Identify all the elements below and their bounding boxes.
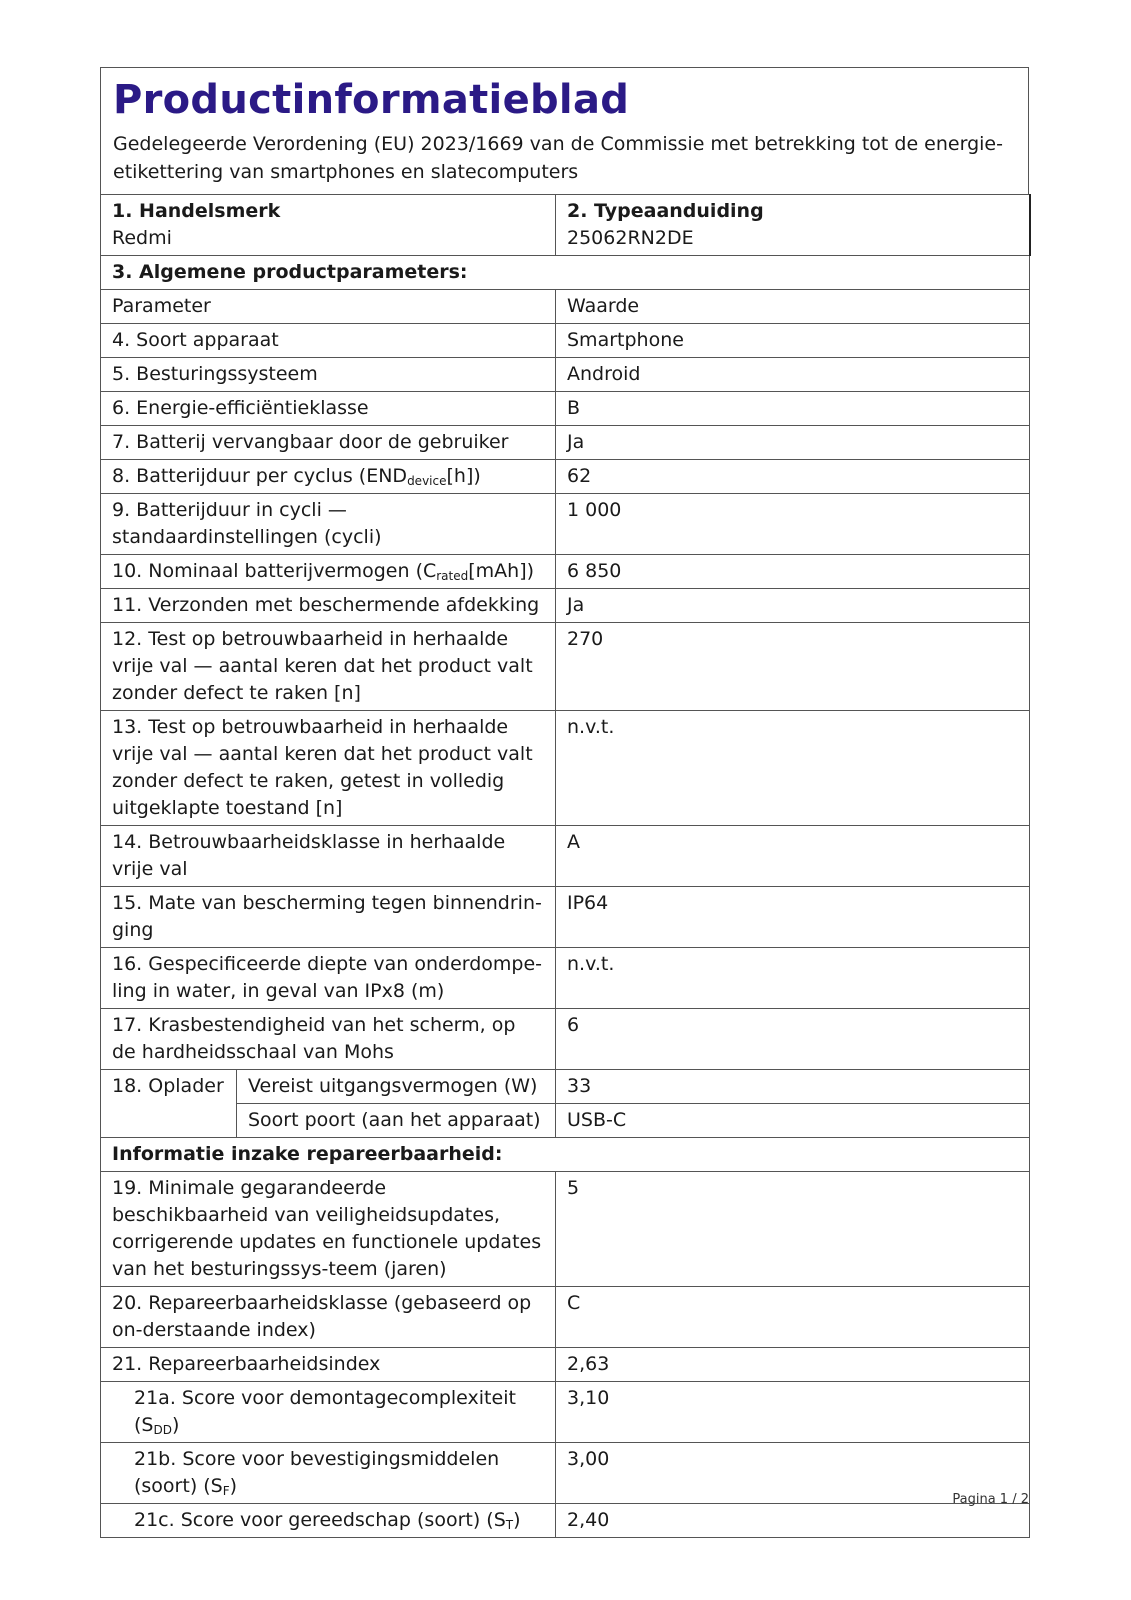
param-value: C [556, 1287, 1030, 1348]
label-text: 21c. Score voor gereedschap (soort) (S [134, 1509, 506, 1531]
column-header-value: Waarde [556, 290, 1030, 324]
brand-cell [101, 195, 556, 256]
label-subscript: DD [153, 1423, 172, 1437]
table-row [101, 887, 1030, 948]
param-value: A [556, 826, 1030, 887]
label-subscript: T [505, 1518, 514, 1532]
section-general [101, 256, 1030, 290]
param-label: 6. Energie-efficiëntieklasse [101, 392, 556, 426]
table-row [101, 1172, 1030, 1287]
label-text: ) [171, 1414, 180, 1436]
column-header-parameter: Parameter [101, 290, 556, 324]
brand-label: 1. Handelsmerk [112, 200, 281, 222]
param-value: 6 850 [556, 555, 1030, 589]
param-value: B [556, 392, 1030, 426]
param-value: IP64 [556, 887, 1030, 948]
brand-row [101, 195, 1030, 256]
label-text: 8. Batterijduur per cyclus (END [112, 465, 408, 487]
table-row [101, 623, 1030, 711]
label-subscript: F [222, 1484, 230, 1498]
label-subscript: rated [436, 569, 469, 583]
label-text: ) [229, 1475, 238, 1497]
param-value: 1 000 [556, 494, 1030, 555]
table-row [101, 711, 1030, 826]
charger-port-label: Soort poort (aan het apparaat) [237, 1104, 556, 1138]
type-value: 25062RN2DE [567, 227, 694, 249]
label-subscript: device [407, 474, 447, 488]
charger-power-value: 33 [556, 1070, 1030, 1104]
param-value: Android [556, 358, 1030, 392]
param-value: n.v.t. [556, 948, 1030, 1009]
param-label: 9. Batterijduur in cycli — standaardinstellingen (cycli) [101, 494, 556, 555]
table-row [101, 826, 1030, 887]
header-box [100, 67, 1029, 194]
charger-row-port [101, 1104, 1030, 1138]
table-row [101, 589, 1030, 623]
param-value: 62 [556, 460, 1030, 494]
table-row [101, 1348, 1030, 1382]
type-label: 2. Typeaanduiding [567, 200, 764, 222]
param-label: 4. Soort apparaat [101, 324, 556, 358]
param-label: 5. Besturingssysteem [101, 358, 556, 392]
param-value: Smartphone [556, 324, 1030, 358]
section-title-repair: Informatie inzake repareerbaarheid: [101, 1138, 1030, 1172]
param-value: 270 [556, 623, 1030, 711]
charger-label: 18. Oplader [101, 1070, 237, 1138]
page-number: Pagina 1 / 2 [952, 1492, 1029, 1507]
charger-power-label: Vereist uitgangsvermogen (W) [237, 1070, 556, 1104]
table-row [101, 948, 1030, 1009]
charger-port-value: USB-C [556, 1104, 1030, 1138]
param-label [101, 555, 556, 589]
type-cell [556, 195, 1030, 256]
param-label: 15. Mate van bescherming tegen binnendrin-ging [101, 887, 556, 948]
label-text: ) [513, 1509, 521, 1531]
param-value: 3,00 [556, 1443, 1030, 1504]
label-text: 10. Nominaal batterijvermogen (C [112, 560, 437, 582]
table-row [101, 426, 1030, 460]
param-value: 3,10 [556, 1382, 1030, 1443]
page-title: Productinformatieblad [113, 77, 630, 123]
table-row [101, 494, 1030, 555]
param-value: Ja [556, 426, 1030, 460]
table-row [101, 1382, 1030, 1443]
param-value: 5 [556, 1172, 1030, 1287]
param-value: 6 [556, 1009, 1030, 1070]
table-row [101, 1287, 1030, 1348]
table-header-row [101, 290, 1030, 324]
param-value: 2,63 [556, 1348, 1030, 1382]
charger-row-power [101, 1070, 1030, 1104]
param-label: 14. Betrouwbaarheidsklasse in herhaalde vrije val [101, 826, 556, 887]
table-row [101, 392, 1030, 426]
param-label [101, 1504, 556, 1538]
param-value: Ja [556, 589, 1030, 623]
section-title-general: 3. Algemene productparameters: [101, 256, 1030, 290]
table-row [101, 1009, 1030, 1070]
product-information-sheet [100, 67, 1029, 1538]
param-label: 7. Batterij vervangbaar door de gebruiker [101, 426, 556, 460]
param-label: 13. Test op betrouwbaarheid in herhaalde vrije val — aantal keren dat het product valt zonder defect te raken, getest in volledig uitgeklapte toestand [n] [101, 711, 556, 826]
param-label: 11. Verzonden met beschermende afdekking [101, 589, 556, 623]
table-row [101, 1504, 1030, 1538]
param-label: 21. Repareerbaarheidsindex [101, 1348, 556, 1382]
param-value: n.v.t. [556, 711, 1030, 826]
param-label [101, 460, 556, 494]
param-label: 16. Gespecificeerde diepte van onderdompe-ling in water, in geval van IPx8 (m) [101, 948, 556, 1009]
param-value: 2,40 [556, 1504, 1030, 1538]
table-row [101, 460, 1030, 494]
brand-value: Redmi [112, 227, 172, 249]
param-label: 17. Krasbestendigheid van het scherm, op de hardheidsschaal van Mohs [101, 1009, 556, 1070]
table-row [101, 358, 1030, 392]
parameters-table [100, 194, 1031, 1538]
table-row [101, 555, 1030, 589]
param-label: 12. Test op betrouwbaarheid in herhaalde vrije val — aantal keren dat het product valt zonder defect te raken [n] [101, 623, 556, 711]
label-text: 21a. Score voor demontagecomplexiteit (S [134, 1387, 516, 1436]
param-label: 20. Repareerbaarheidsklasse (gebaseerd op on-derstaande index) [101, 1287, 556, 1348]
label-text: [h]) [446, 465, 481, 487]
section-repair [101, 1138, 1030, 1172]
regulation-subtitle: Gedelegeerde Verordening (EU) 2023/1669 van de Commissie met betrekking tot de energie-etikettering van smartphones en slatecomputers [113, 133, 1003, 183]
label-text: 21b. Score voor bevestigingsmiddelen (soort) (S [134, 1448, 500, 1497]
param-label: 19. Minimale gegarandeerde beschikbaarheid van veiligheidsupdates, corrigerende updates en functionele updates van het besturingssys-teem (jaren) [101, 1172, 556, 1287]
table-row [101, 324, 1030, 358]
label-text: [mAh]) [468, 560, 535, 582]
param-label [101, 1382, 556, 1443]
